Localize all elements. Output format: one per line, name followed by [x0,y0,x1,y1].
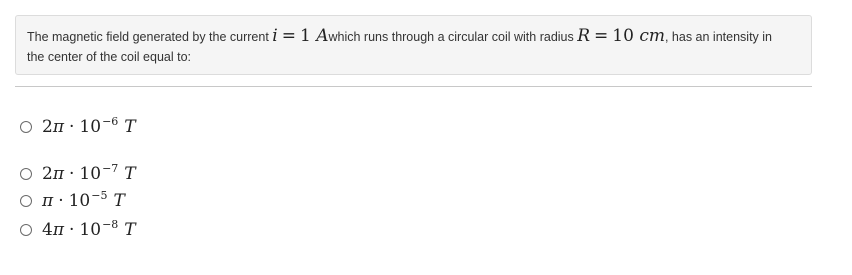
question-text-line1 [27,24,772,49]
divider [15,86,812,87]
coefficient: 2 [42,117,53,137]
pi-symbol: π [52,117,65,137]
exponent: −6 [102,115,119,128]
current-value: 1 [299,26,311,46]
radius-formula [577,26,665,46]
exponent: −8 [102,218,119,231]
unit: T [113,191,125,211]
radio-button[interactable] [20,195,32,207]
radius-unit: cm [639,26,665,46]
radius-symbol: R [577,26,591,46]
option-formula [42,220,136,240]
answer-option-1[interactable] [20,116,136,138]
unit: T [124,220,136,240]
current-formula [272,26,328,46]
answer-option-4[interactable] [20,219,136,241]
radio-button[interactable] [20,121,32,133]
coefficient: 4 [42,220,53,240]
question-text-start: The magnetic field generated by the current [27,30,273,44]
pi-symbol: π [52,220,65,240]
pi-symbol: π [42,191,54,211]
current-symbol: i [272,26,278,46]
question-text-end: , has an intensity in [664,30,772,44]
question-text-middle: which runs through a circular coil with radius [328,30,578,44]
answer-option-3[interactable] [20,190,125,212]
equals-sign: = [594,26,609,46]
power-base: 10 [79,220,102,240]
radius-value: 10 [612,26,634,46]
multiply-dot: · [69,117,75,137]
question-text-line2: the center of the coil equal to: [27,50,191,64]
multiply-dot: · [58,191,64,211]
pi-symbol: π [52,164,65,184]
radio-button[interactable] [20,224,32,236]
unit: T [124,164,136,184]
power-base: 10 [68,191,91,211]
multiply-dot: · [69,220,75,240]
radio-button[interactable] [20,168,32,180]
question-box [15,15,812,75]
unit: T [124,117,136,137]
answer-option-2[interactable] [20,163,136,185]
power-base: 10 [79,117,102,137]
current-unit: A [316,26,329,46]
option-formula [42,191,125,211]
equals-sign: = [281,26,296,46]
option-formula [42,164,136,184]
exponent: −5 [91,189,108,202]
power-base: 10 [79,164,102,184]
exponent: −7 [102,162,119,175]
option-formula [42,117,136,137]
coefficient: 2 [42,164,53,184]
multiply-dot: · [69,164,75,184]
